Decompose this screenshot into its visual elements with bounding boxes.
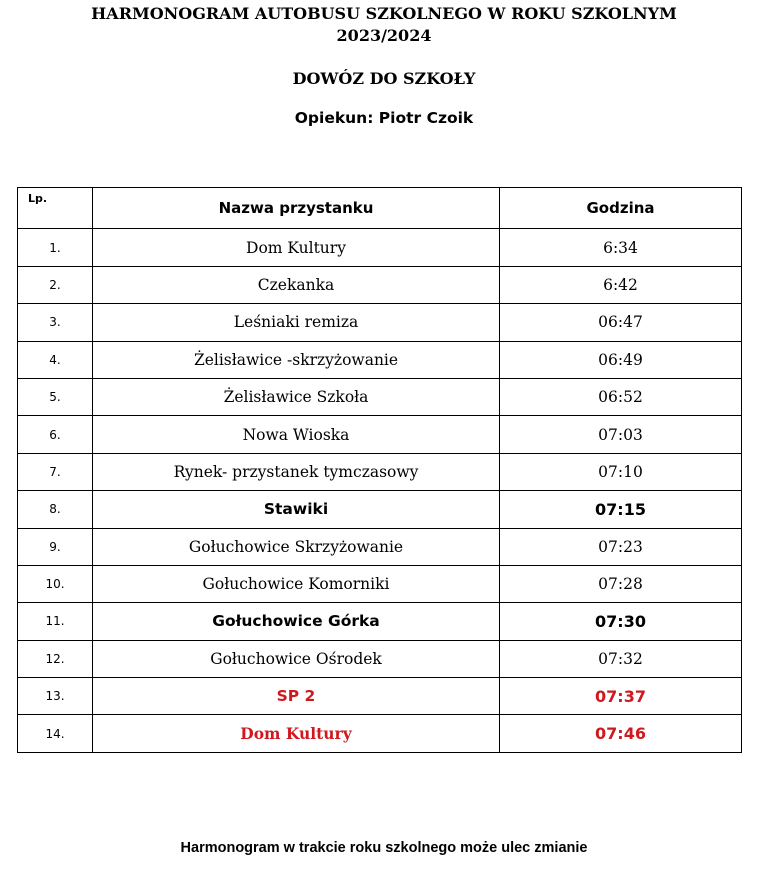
table-row: [18, 491, 742, 528]
school-year: 2023/2024: [336, 26, 432, 45]
table-row: [18, 341, 742, 378]
stop-name: Gołuchowice Komorniki: [93, 565, 500, 602]
row-number: 11.: [18, 603, 93, 640]
stop-name: SP 2: [93, 678, 500, 715]
table-row: [18, 640, 742, 677]
stop-name: Żelisławice Szkoła: [93, 378, 500, 415]
stop-name: Gołuchowice Skrzyżowanie: [93, 528, 500, 565]
row-number: 4.: [18, 341, 93, 378]
departure-time: 07:23: [500, 528, 742, 565]
column-header-lp: Lp.: [18, 188, 93, 229]
row-number: 5.: [18, 378, 93, 415]
row-number: 3.: [18, 304, 93, 341]
departure-time: 06:49: [500, 341, 742, 378]
row-number: 7.: [18, 453, 93, 490]
row-number: 14.: [18, 715, 93, 752]
departure-time: 07:28: [500, 565, 742, 602]
column-header-stop: Nazwa przystanku: [93, 188, 500, 229]
row-number: 12.: [18, 640, 93, 677]
row-number: 13.: [18, 678, 93, 715]
stop-name: Nowa Wioska: [93, 416, 500, 453]
row-number: 10.: [18, 565, 93, 602]
table-row: [18, 416, 742, 453]
document-title: HARMONOGRAM AUTOBUSU SZKOLNEGO W ROKU SZKOLNYM: [91, 4, 677, 23]
departure-time: 07:46: [500, 715, 742, 752]
stop-name: Gołuchowice Górka: [93, 603, 500, 640]
stop-name: Czekanka: [93, 266, 500, 303]
departure-time: 6:42: [500, 266, 742, 303]
stop-name: Gołuchowice Ośrodek: [93, 640, 500, 677]
table-row: [18, 453, 742, 490]
stop-name: Stawiki: [93, 491, 500, 528]
table-row: [18, 266, 742, 303]
column-header-time: Godzina: [500, 188, 742, 229]
row-number: 2.: [18, 266, 93, 303]
stop-name: Żelisławice -skrzyżowanie: [93, 341, 500, 378]
stop-name: Leśniaki remiza: [93, 304, 500, 341]
stop-name: Dom Kultury: [93, 229, 500, 266]
departure-time: 07:30: [500, 603, 742, 640]
table-row: [18, 304, 742, 341]
row-number: 8.: [18, 491, 93, 528]
stop-name: Dom Kultury: [93, 715, 500, 752]
table-row: [18, 715, 742, 752]
subtitle: DOWÓZ DO SZKOŁY: [292, 69, 476, 88]
table-row: [18, 378, 742, 415]
departure-time: 06:52: [500, 378, 742, 415]
row-number: 1.: [18, 229, 93, 266]
departure-time: 6:34: [500, 229, 742, 266]
table-row: [18, 678, 742, 715]
row-number: 6.: [18, 416, 93, 453]
departure-time: 07:15: [500, 491, 742, 528]
departure-time: 07:32: [500, 640, 742, 677]
departure-time: 07:37: [500, 678, 742, 715]
departure-time: 07:03: [500, 416, 742, 453]
table-row: [18, 565, 742, 602]
table-row: [18, 229, 742, 266]
departure-time: 07:10: [500, 453, 742, 490]
footer-note: Harmonogram w trakcie roku szkolnego może ulec zmianie: [180, 840, 588, 856]
table-row: [18, 528, 742, 565]
table-row: [18, 603, 742, 640]
schedule-table: [17, 187, 742, 753]
stop-name: Rynek- przystanek tymczasowy: [93, 453, 500, 490]
guardian-name: Opiekun: Piotr Czoik: [294, 109, 474, 127]
table-header-row: [18, 188, 742, 229]
departure-time: 06:47: [500, 304, 742, 341]
row-number: 9.: [18, 528, 93, 565]
